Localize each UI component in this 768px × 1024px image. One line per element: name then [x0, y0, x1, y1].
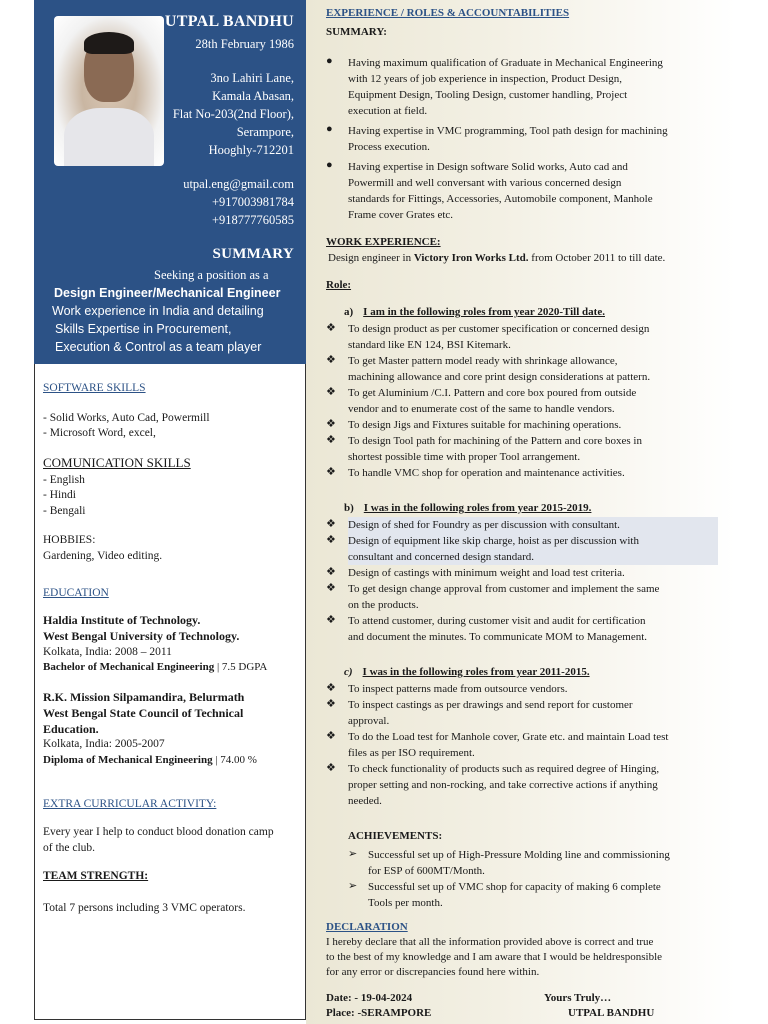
summary-item-text: with 12 years of job experience in inspection, Product Design, [348, 73, 623, 85]
role-item-text: To inspect patterns made from outsource vendors. [348, 683, 568, 695]
summary-item-text: standards for Fittings, Accessories, Automobile component, Manhole [348, 193, 653, 205]
email-link[interactable]: utpal.eng@gmail.com [183, 177, 294, 191]
communication-skills-heading: COMUNICATION SKILLS [43, 455, 191, 470]
university-name: West Bengal University of Technology. [43, 629, 240, 643]
role-item-bullet-icon: ❖ [326, 566, 336, 578]
summary-item-text: Having expertise in VMC programming, Tool path design for machining [348, 125, 668, 137]
extra-curricular-line: Every year I help to conduct blood donation camp [43, 826, 274, 838]
experience-heading: EXPERIENCE / ROLES & ACCOUNTABILITIES [326, 7, 570, 19]
education-heading: EDUCATION [43, 587, 109, 599]
role-section-title-text: I was in the following roles from year 2015-2019. [363, 502, 592, 514]
role-item-bullet-icon: ❖ [326, 434, 336, 446]
candidate-name: UTPAL BANDHU [164, 13, 294, 30]
declaration-line: for any error or discrepancies found here within. [326, 966, 540, 978]
place-line: Place: -SERAMPORE [326, 1007, 432, 1019]
role-label: Role: [326, 279, 352, 291]
role-item-text: files as per ISO requirement. [348, 747, 475, 759]
role-item-text: Design of equipment like skip charge, hoist as per discussion with [348, 533, 718, 549]
degree-line [43, 753, 257, 768]
role-item-text: machining allowance and core print design considerations at pattern. [348, 371, 651, 383]
degree-name: Bachelor of Mechanical Engineering [43, 661, 215, 673]
profile-photo [54, 16, 164, 166]
achievement-text: Tools per month. [368, 897, 443, 909]
degree-line [43, 660, 267, 675]
team-strength-text: Total 7 persons including 3 VMC operators. [43, 902, 246, 914]
role-item-bullet-icon: ❖ [326, 582, 336, 594]
declaration-label [326, 919, 408, 935]
summary-item-text: Having expertise in Design software Solid works, Auto cad and [348, 161, 628, 173]
council-name: West Bengal State Council of Technical [43, 706, 244, 720]
contact-block [183, 175, 294, 229]
address-block [173, 69, 294, 159]
role-section-marker: c) [344, 666, 353, 678]
summary-line: Skills Expertise in Procurement, [55, 322, 232, 336]
achievements-label: ACHIEVEMENTS: [348, 830, 443, 842]
work-experience-label: WORK EXPERIENCE: [326, 236, 441, 248]
role-item-text: Design of shed for Foundry as per discussion with consultant. [348, 517, 718, 533]
role-item-bullet-icon: ❖ [326, 614, 336, 626]
address-line: Serampore, [236, 125, 294, 139]
education-place: Kolkata, India: 2008 – 2011 [43, 646, 172, 658]
council-name-cont: Education. [43, 722, 99, 736]
achievement-text: for ESP of 600MT/Month. [368, 865, 485, 877]
role-item-text: To design Jigs and Fixtures suitable for machining operations. [348, 419, 622, 431]
role-item-text: To inspect castings as per drawings and send report for customer [348, 699, 633, 711]
achievement-text: Successful set up of VMC shop for capacity of making 6 complete [368, 881, 661, 893]
software-skills-heading: SOFTWARE SKILLS [43, 382, 146, 394]
declaration-label-text: DECLARATION [326, 921, 408, 933]
education-place: Kolkata, India: 2005-2007 [43, 738, 165, 750]
phone-number: +917003981784 [211, 195, 294, 209]
summary-line: Execution & Control as a team player [55, 340, 262, 354]
summary-item-bullet-icon: ● [326, 159, 333, 171]
photo-hair [84, 32, 134, 54]
role-item-text: To get Aluminium /C.I. Pattern and core box poured from outside [348, 387, 637, 399]
achievement-arrow-icon: ➢ [348, 880, 358, 892]
date-line: Date: - 19-04-2024 [326, 992, 413, 1004]
signature-name: UTPAL BANDHU [568, 1007, 655, 1019]
role-section-marker: a) [344, 306, 354, 318]
summary-line: Design Engineer/Mechanical Engineer [54, 286, 281, 300]
role-item-bullet-icon: ❖ [326, 418, 336, 430]
institution-name: R.K. Mission Silpamandira, Belurmath [43, 690, 245, 704]
address-line: Hooghly-712201 [208, 143, 294, 157]
role-section-title [344, 500, 591, 516]
summary-item-bullet-icon: ● [326, 55, 333, 67]
summary-line: Seeking a position as a [154, 268, 269, 282]
summary-item-text: Process execution. [348, 141, 430, 153]
role-item-text: shortest possible time with proper Tool arrangement. [348, 451, 581, 463]
summary-line: Work experience in India and detailing [52, 304, 264, 318]
role-item-text: To do the Load test for Manhole cover, Grate etc. and maintain Load test [348, 731, 669, 743]
role-item-bullet-icon: ❖ [326, 762, 336, 774]
yours-truly: Yours Truly… [544, 992, 612, 1004]
role-item-text: and document the minutes. To communicate MOM to Management. [348, 631, 648, 643]
summary-item-text: Equipment Design, Tooling Design, customer handling, Project [348, 89, 628, 101]
declaration-line: to the best of my knowledge and I am aware that I would be heldresponsible [326, 951, 663, 963]
address-line: Flat No-203(2nd Floor), [172, 107, 294, 121]
summary-heading: SUMMARY [212, 246, 294, 262]
role-item-text: approval. [348, 715, 390, 727]
software-item: - Microsoft Word, excel, [43, 427, 156, 439]
hobbies-heading: HOBBIES: [43, 534, 96, 546]
role-item-bullet-icon: ❖ [326, 730, 336, 742]
work-experience-line [328, 250, 665, 266]
phone-number: +918777760585 [211, 213, 294, 227]
hobbies-text: Gardening, Video editing. [43, 550, 163, 562]
role-item-bullet-icon: ❖ [326, 354, 336, 366]
role-item-bullet-icon: ❖ [326, 386, 336, 398]
role-item-text: proper setting and non-rocking, and take corrective actions if anything [348, 779, 658, 791]
extra-curricular-heading: EXTRA CURRICULAR ACTIVITY: [43, 798, 217, 810]
summary-label: SUMMARY: [326, 26, 387, 38]
team-strength-heading: TEAM STRENGTH: [43, 870, 149, 882]
role-item-text: consultant and concerned design standard. [348, 549, 718, 565]
achievement-arrow-icon: ➢ [348, 848, 358, 860]
role-item-text: To attend customer, during customer visit and audit for certification [348, 615, 646, 627]
role-section-title [344, 304, 605, 320]
language-item: - Hindi [43, 489, 76, 501]
language-item: - English [43, 474, 85, 486]
role-item-text: To design product as per customer specification or concerned design [348, 323, 650, 335]
summary-item-text: Having maximum qualification of Graduate in Mechanical Engineering [348, 57, 663, 69]
degree-score: | 7.5 DGPA [214, 661, 268, 673]
summary-item-bullet-icon: ● [326, 123, 333, 135]
software-item: - Solid Works, Auto Cad, Powermill [43, 412, 210, 424]
work-role: Design engineer in [328, 252, 414, 264]
achievement-text: Successful set up of High-Pressure Molding line and commissioning [368, 849, 670, 861]
work-period: from October 2011 to till date. [528, 252, 666, 264]
role-item-text: To check functionality of products such as required degree of Hinging, [348, 763, 660, 775]
role-item-text: To handle VMC shop for operation and maintenance activities. [348, 467, 625, 479]
role-item-bullet-icon: ❖ [326, 698, 336, 710]
degree-score: | 74.00 % [212, 754, 257, 766]
role-item-text: needed. [348, 795, 382, 807]
role-section-title [344, 664, 590, 680]
role-item-bullet-icon: ❖ [326, 466, 336, 478]
experience-panel [306, 0, 736, 1024]
company-name: Victory Iron Works Ltd. [413, 252, 529, 264]
role-item-text: Design of castings with minimum weight and load test criteria. [348, 567, 625, 579]
date-of-birth: 28th February 1986 [195, 37, 294, 51]
role-item-bullet-icon: ❖ [326, 322, 336, 334]
photo-shirt [64, 108, 154, 166]
role-section-title-text: I was in the following roles from year 2011-2015. [362, 666, 590, 678]
role-section-title-text: I am in the following roles from year 2020-Till date. [363, 306, 605, 318]
role-item-text: To get Master pattern model ready with shrinkage allowance, [348, 355, 618, 367]
summary-item-text: Frame cover Grates etc. [348, 209, 454, 221]
role-section-marker: b) [344, 502, 354, 514]
address-line: Kamala Abasan, [212, 89, 294, 103]
role-item-text: To design Tool path for machining of the Pattern and core boxes in [348, 435, 642, 447]
role-item-bullet-icon: ❖ [326, 534, 336, 546]
role-item-bullet-icon: ❖ [326, 682, 336, 694]
summary-item-text: execution at field. [348, 105, 428, 117]
role-item-text: To get design change approval from customer and implement the same [348, 583, 660, 595]
language-item: - Bengali [43, 505, 86, 517]
institution-name: Haldia Institute of Technology. [43, 613, 201, 627]
address-line: 3no Lahiri Lane, [210, 71, 294, 85]
declaration-line: I hereby declare that all the information provided above is correct and true [326, 936, 654, 948]
sidebar-details [34, 364, 306, 1020]
profile-header [34, 0, 306, 364]
summary-item-text: Powermill and well conversant with various concerned design [348, 177, 622, 189]
extra-curricular-line: of the club. [43, 842, 96, 854]
role-item-text: on the products. [348, 599, 419, 611]
role-item-bullet-icon: ❖ [326, 518, 336, 530]
role-item-text: vendor and to enumerate cost of the same to handle vendors. [348, 403, 615, 415]
degree-name: Diploma of Mechanical Engineering [43, 754, 213, 766]
role-item-text: standard like EN 124, BSI Kitemark. [348, 339, 511, 351]
